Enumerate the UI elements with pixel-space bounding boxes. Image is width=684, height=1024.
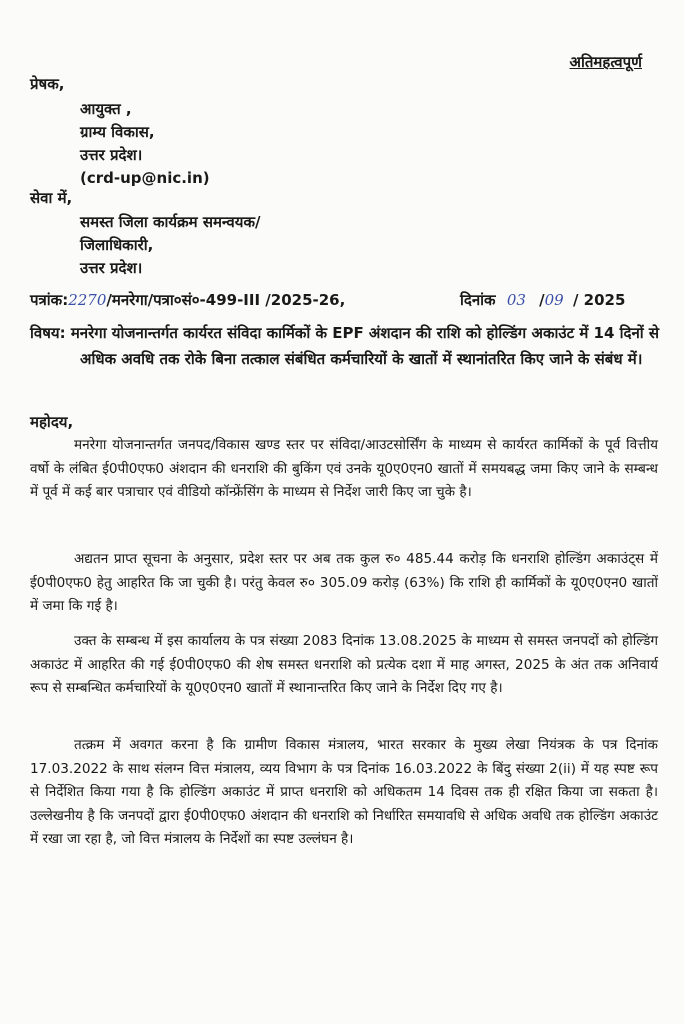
body-paragraph-3: उक्त के सम्बन्ध में इस कार्यालय के पत्र संख्या 2083 दिनांक 13.08.2025 के माध्यम से समस्त जनपदों को होल्डिंग अकाउंट में आहरित की गई ई0पी0एफ0 की शेष समस्त धनराशि को प्रत्येक दशा में माह अगस्त, 2025 के अंत तक अनिवार्य रूप से सम्बन्धित कर्मचारियों के यू0ए0एन0 खातों में स्थानान्तरित किए जाने के निर्देश दिए गए है। — [30, 633, 658, 696]
sender-line-2: ग्राम्य विकास, — [80, 123, 155, 141]
from-label: प्रेषक, — [30, 75, 65, 93]
date-month: 09 — [544, 291, 564, 309]
salutation: महोदय, — [30, 413, 74, 431]
sender-line-3: उत्तर प्रदेश। — [80, 146, 143, 164]
sender-email: (crd-up@nic.in) — [80, 169, 210, 187]
reference-number: 2270 — [68, 291, 107, 309]
body-paragraph-4: तत्क्रम में अवगत करना है कि ग्रामीण विकास मंत्रालय, भारत सरकार के मुख्य लेखा नियंत्रक के पत्र दिनांक 17.03.2022 के साथ संलग्न वित्त मंत्रालय, व्यय विभाग के पत्र दिनांक 16.03.2022 के बिंदु संख्या 2(ii) में यह स्पष्ट रूप से निर्देशित किया गया है कि होल्डिंग अकाउंट में प्राप्त धनराशि को अधिकतम 14 दिवस तक ही रक्षित किया जा सकता है। उल्लेखनीय है कि जनपदों द्वारा ई0पी0एफ0 अंशदान की धनराशि को निर्धारित समयावधि से अधिक अवधि तक होल्डिंग अकाउंट में रखा जा रहा है, जो वित्त मंत्रालय के निर्देशों का स्पष्ट उल्लंघन है। — [30, 737, 658, 847]
recipient-line-3: उत्तर प्रदेश। — [80, 259, 143, 277]
date-sep: / — [539, 291, 545, 309]
sender-line-1: आयुक्त , — [80, 100, 132, 118]
to-label: सेवा में, — [30, 189, 73, 207]
date-label: दिनांक — [460, 291, 496, 309]
date-year: / 2025 — [572, 291, 626, 309]
recipient-line-2: जिलाधिकारी, — [80, 236, 154, 254]
body-paragraph-1: मनरेगा योजनान्तर्गत जनपद/विकास खण्ड स्तर पर संविदा/आउटसोर्सिंग के माध्यम से कार्यरत कार्मिकों के पूर्व वित्तीय वर्षो के लंबित ई0पी0एफ0 अंशदान की धनराशि की बुकिंग एवं उनके यू0ए0एन0 खातों में समयबद्ध जमा किए जाने के सम्बन्ध में पूर्व में कई बार पत्राचार एवं वीडियो कॉन्फ्रेंसिंग के माध्यम से निर्देश जारी किए जा चुके है। — [30, 437, 658, 500]
subject-label: विषय: — [30, 324, 66, 342]
reference-label: पत्रांक: — [30, 291, 69, 309]
reference-line — [30, 290, 656, 310]
reference-rest: /मनरेगा/पत्रा०सं०-499-III /2025-26, — [106, 291, 346, 309]
subject-text: मनरेगा योजनान्तर्गत कार्यरत संविदा कार्मिकों के EPF अंशदान की राशि को होल्डिंग अकाउंट में 14 दिनों से अधिक अवधि तक रोके बिना तत्काल संबंधित कर्मचारियों के खातों में स्थानांतरित किए जाने के संबंध में। — [70, 324, 660, 368]
date-day: 03 — [506, 291, 526, 309]
priority-label: अतिमहत्वपूर्ण — [569, 53, 642, 71]
recipient-line-1: समस्त जिला कार्यक्रम समन्वयक/ — [80, 213, 261, 231]
date-block — [460, 290, 625, 310]
subject-block — [30, 320, 660, 372]
body-paragraph-2: अद्यतन प्राप्त सूचना के अनुसार, प्रदेश स्तर पर अब तक कुल रु० 485.44 करोड़ कि धनराशि होल्डिंग अकाउंट्स में ई0पी0एफ0 हेतु आहरित कि जा चुकी है। परंतु केवल रु० 305.09 करोड़ (63%) कि राशि ही कार्मिकों के यू0ए0एन0 खातों में जमा कि गई है। — [30, 551, 658, 614]
